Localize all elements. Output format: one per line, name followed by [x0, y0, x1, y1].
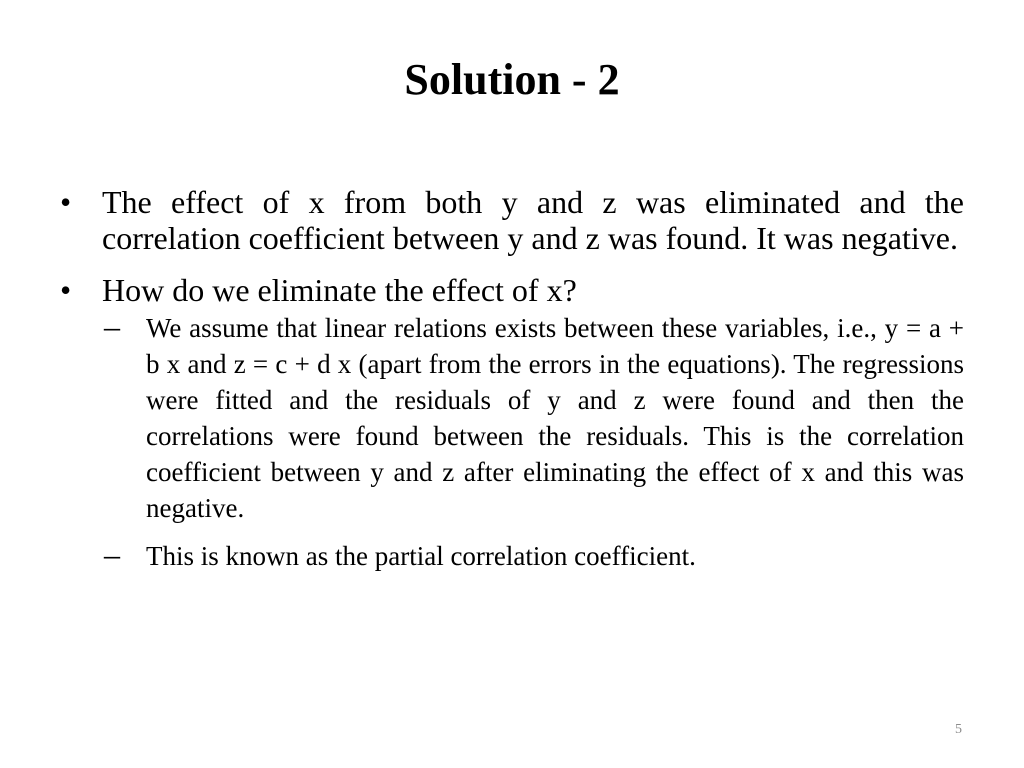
dash-icon: – [104, 308, 120, 344]
bullet-item [60, 272, 964, 308]
sub-bullet-text: This is known as the partial correlation coefficient. [146, 541, 696, 571]
dash-icon: – [104, 536, 120, 572]
bullet-text: The effect of x from both y and z was eliminated and the correlation coefficient between y and z was found. It was negative. [102, 184, 964, 256]
sub-bullet-item [104, 536, 964, 574]
bullet-text: How do we eliminate the effect of x? [102, 272, 577, 308]
sub-bullet-item [104, 308, 964, 526]
bullet-dot-icon: • [60, 184, 72, 220]
slide-content [60, 184, 964, 574]
bullet-dot-icon: • [60, 272, 72, 308]
bullet-item [60, 184, 964, 256]
page-number: 5 [955, 722, 962, 737]
slide-title: Solution - 2 [404, 55, 620, 104]
sub-bullet-text: We assume that linear relations exists between these variables, i.e., y = a + b x and z = c + d x (apart from the errors in the equations). The regressions were fitted and the residuals of y and z were found and then the correlations were found between the residuals. This is the correlation coefficient between y and z after eliminating the effect of x and this was negative. [146, 313, 964, 523]
